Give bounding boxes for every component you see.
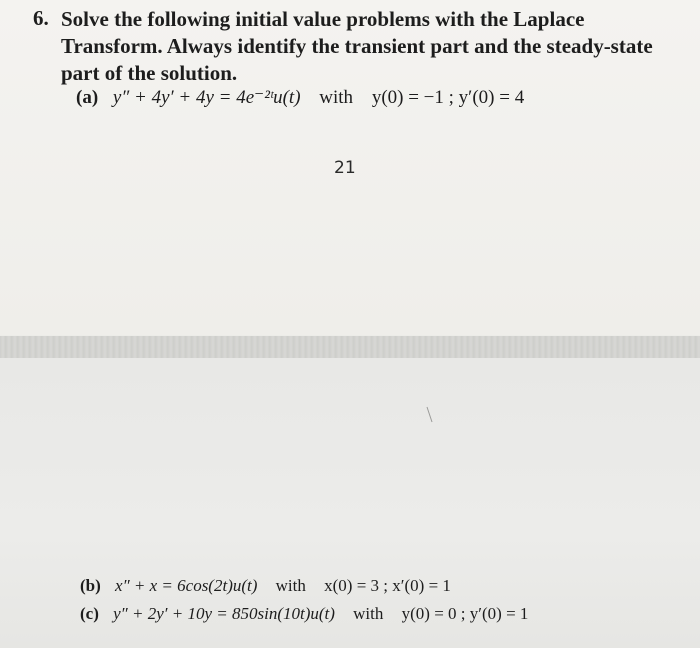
part-b-conditions: x(0) = 3 ; x′(0) = 1 (324, 576, 451, 595)
problem-number: 6. (33, 6, 49, 30)
pencil-mark (426, 406, 434, 424)
part-c-equation: y″ + 2y′ + 10y = 850sin(10t)u(t) (113, 604, 335, 623)
part-c-label: (c) (80, 604, 99, 623)
part-a-conditions: y(0) = −1 ; y′(0) = 4 (371, 87, 525, 108)
problem-statement: Solve the following initial value problems with the Laplace Transform. Always identify the transient part and the steady-state part of the solution. (61, 7, 653, 85)
part-c-conditions: y(0) = 0 ; y′(0) = 1 (401, 604, 529, 623)
part-c-with: with (353, 604, 384, 623)
handwritten-note: 21 (334, 158, 356, 178)
part-b-label: (b) (80, 576, 101, 595)
page-fold-shadow (0, 336, 700, 358)
part-a (76, 86, 524, 109)
part-b-equation: x″ + x = 6cos(2t)u(t) (115, 576, 258, 595)
part-a-with: with (319, 87, 354, 108)
part-a-equation: y″ + 4y′ + 4y = 4e⁻²ᵗu(t) (112, 87, 301, 108)
part-b-with: with (275, 576, 306, 595)
part-a-label: (a) (76, 87, 99, 108)
part-c (80, 604, 528, 624)
part-b (80, 576, 451, 596)
